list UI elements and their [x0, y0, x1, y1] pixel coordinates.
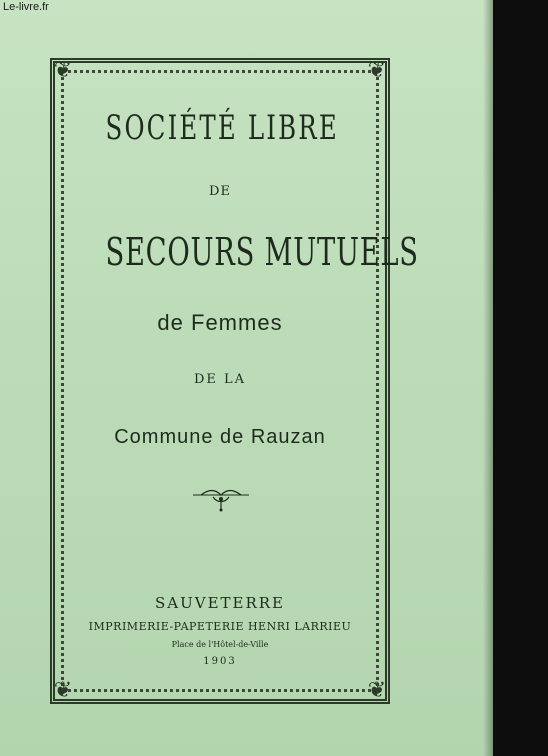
- watermark: Le-livre.fr: [3, 1, 49, 13]
- year: 1903: [203, 656, 237, 667]
- title-line-2: DE: [209, 184, 231, 199]
- fleuron-ornament-icon: [191, 487, 251, 513]
- title-line-3: SECOURS MUTUELS: [105, 230, 419, 274]
- title-line-6: Commune de Rauzan: [114, 426, 326, 448]
- corner-ornament-icon: ❦: [53, 678, 73, 703]
- title-line-5: DE LA: [193, 372, 247, 387]
- place: SAUVETERRE: [154, 594, 286, 612]
- title-line-4: de Femmes: [157, 310, 283, 335]
- corner-ornament-icon: ❦: [367, 58, 387, 83]
- printer: IMPRIMERIE-PAPETERIE HENRI LARRIEU: [88, 620, 352, 633]
- corner-ornament-icon: ❦: [367, 678, 387, 703]
- title-line-1: SOCIÉTÉ LIBRE: [105, 108, 339, 148]
- corner-ornament-icon: ❦: [53, 58, 73, 83]
- address: Place de l'Hôtel-de-Ville: [171, 640, 269, 649]
- cover-content: [61, 70, 419, 692]
